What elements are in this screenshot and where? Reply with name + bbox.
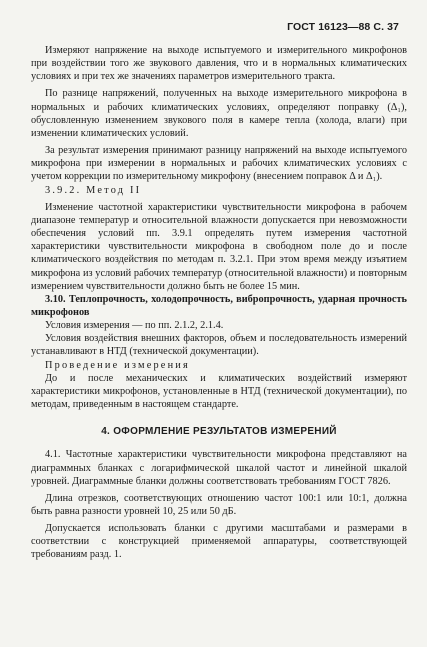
paragraph: Измеряют напряжение на выходе испытуемого и измерительного микрофонов при воздействии того же звукового давления, что и в нормальных климатических условиях и при тех же значениях параметров измерительного тракта. xyxy=(31,45,407,83)
paragraph: Условия воздействия внешних факторов, объем и последовательность измерений устанавливают в НТД (технической документации). xyxy=(31,333,407,358)
paragraph: Условия измерения — по пп. 2.1.2, 2.1.4. xyxy=(45,320,224,332)
paragraph: Длина отрезков, соответствующих отношению частот 100:1 или 10:1, должна быть равна разности уровней 10, 25 или 50 дБ. xyxy=(31,492,407,517)
paragraph: По разнице напряжений, полученных на выходе измерительного микрофона в нормальных и рабочих климатических условиях, определяют поправку (Δ₁), обусловленную изменением звукового поля в камере тепла (холода, влаги) при изменении климатических условий. xyxy=(31,88,407,139)
paragraph: До и после механических и климатических воздействий измеряют характеристики микрофонов, установленные в НТД (технической документации), по методам, приведенным в настоящем стандарте. xyxy=(31,372,407,411)
paragraph: Допускается использовать бланки с другими масштабами и размерами в соответствии с конструкцией применяемой аппаратуры, соответствующей требованиям разд. 1. xyxy=(31,523,407,561)
paragraph: 4.1. Частотные характеристики чувствительности микрофона представляют на диаграммных бланках с логарифмической шкалой частот и линейной шкалой уровней. Диаграммные бланки должны соответствовать требованиям ГОСТ 7826. xyxy=(31,449,407,487)
clause-heading: 3.10. Теплопрочность, холодопрочность, вибропрочность, ударная прочность микрофонов xyxy=(31,293,407,318)
text-column xyxy=(31,44,407,562)
subheading: Проведение измерения xyxy=(45,359,190,371)
paragraph: За результат измерения принимают разницу напряжений на выходе испытуемого микрофона при измерении в нормальных и рабочих климатических условиях с учетом коррекции по измерительному микрофону (внесением поправок Δ и Δ₁). xyxy=(31,145,407,183)
paragraph: Изменение частотной характеристики чувствительности микрофона в рабочем диапазоне температур и относительной влажности допускается при невозможности обеспечения условий пп. 3.9.1 определять путем измерения частотной характеристики чувствительности микрофона в свободном поле до и после климатического воздействия по методам п. 3.2.1. При этом время между изъятием микрофона из условий рабочих температур (относительной влажности) и повторным измерением чувствительности должно быть не более 15 мин. xyxy=(31,201,407,292)
page-header: ГОСТ 16123—88 С. 37 xyxy=(287,21,399,33)
section-heading: 4. ОФОРМЛЕНИЕ РЕЗУЛЬТАТОВ ИЗМЕРЕНИЙ xyxy=(101,426,337,438)
method-heading: 3.9.2. Метод II xyxy=(45,184,142,196)
